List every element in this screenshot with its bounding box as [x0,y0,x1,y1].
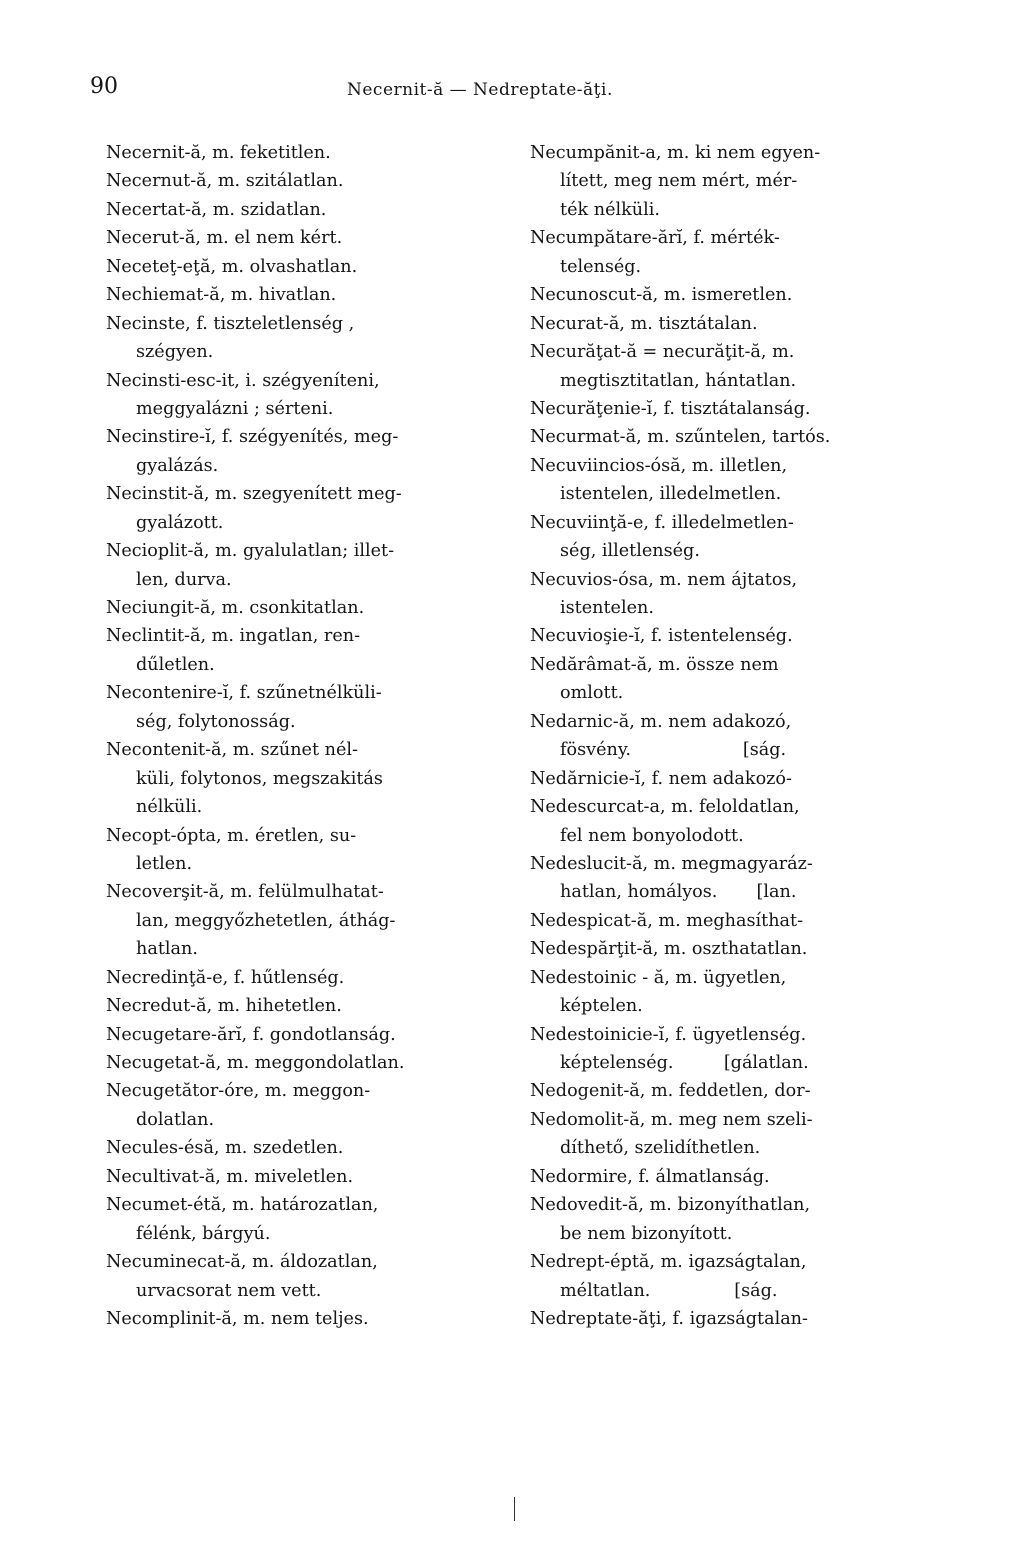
entry-continuation-line: szégyen. [136,342,214,363]
entry-line: Nedespărţit-ă, m. oszthatatlan. [530,939,808,960]
entry-line: Necinstit-ă, m. szegyenített meg- [106,484,402,505]
entry-continuation-line: félénk, bárgyú. [136,1223,271,1244]
entry-continuation-line: képtelenség. [gálatlan. [560,1053,809,1073]
entry-continuation-line: fösvény. [ság. [560,740,787,761]
entry-line: Necugetat-ă, m. meggondolatlan. [106,1053,405,1073]
column-divider [514,1497,515,1521]
entry-continuation-line: istentelen, illedelmetlen. [560,484,782,505]
entry-line: Necuminecat-ă, m. áldozatlan, [106,1252,378,1273]
entry-line: Necuvios-ósa, m. nem ájtatos, [530,569,798,590]
entry-line: Necurăţat-ă = necurăţit-ă, m. [530,342,795,363]
entry-line: Necuvioşie-ĭ, f. istentelenség. [530,626,793,647]
entry-line: Nedărâmat-ă, m. össze nem [530,654,779,675]
entry-line: Necumpătare-ărĭ, f. mérték- [530,228,780,249]
entry-line: Nedărnicie-ĭ, f. nem adakozó- [530,768,792,789]
entry-continuation-line: megtisztitatlan, hántatlan. [560,370,797,391]
entry-continuation-line: ség, illetlenség. [560,541,700,562]
running-head: Necernit-ă — Nedreptate-ăţi. [347,80,613,100]
entry-line: Nedestoinicie-ĭ, f. ügyetlenség. [530,1024,807,1045]
entry-continuation-line: be nem bizonyított. [560,1223,733,1244]
entry-line: Necioplit-ă, m. gyalulatlan; illet- [106,541,395,562]
entry-line: Necredut-ă, m. hihetetlen. [106,996,342,1017]
entry-line: Nedomolit-ă, m. meg nem szeli- [530,1109,813,1130]
entry-line: Necerut-ă, m. el nem kért. [106,228,343,249]
entry-line: Necurat-ă, m. tisztátalan. [530,313,758,334]
entry-continuation-line: küli, folytonos, megszakitás [136,768,383,789]
entry-continuation-line: hatlan. [136,939,198,960]
entry-continuation-line: lan, meggyőzhetetlen, áthág- [136,910,396,931]
entry-line: Nedreptate-ăţi, f. igazságtalan- [530,1308,808,1329]
entry-line: Necumpănit-a, m. ki nem egyen- [530,143,821,163]
entry-continuation-line: gyalázott. [136,512,224,533]
entry-continuation-line: fel nem bonyolodott. [560,825,744,846]
entry-line: Nedogenit-ă, m. feddetlen, dor- [530,1081,811,1102]
entry-continuation-line: len, durva. [136,569,232,590]
entry-continuation-line: lített, meg nem mért, mér- [560,171,798,192]
entry-continuation-line: istentelen. [560,598,654,618]
page-number: 90 [90,74,118,99]
entry-line: Necules-ésă, m. szedetlen. [106,1138,344,1159]
entry-line: Neciungit-ă, m. csonkitatlan. [106,598,365,618]
entry-continuation-line: méltatlan. [ság. [560,1280,778,1301]
entry-line: Necultivat-ă, m. miveletlen. [106,1166,354,1187]
entry-line: Necontenire-ĭ, f. szűnetnélküli- [106,683,382,704]
entry-line: Necernut-ă, m. szitálatlan. [106,171,344,192]
entry-line: Necugetare-ărĭ, f. gondotlanság. [106,1024,396,1045]
entry-continuation-line: dolatlan. [136,1109,215,1130]
entry-line: Nedeslucit-ă, m. megmagyaráz- [530,853,813,874]
entry-continuation-line: díthető, szelidíthetlen. [560,1138,761,1159]
entry-line: Neceteţ-eţă, m. olvashatlan. [106,256,358,277]
entry-line: Necoverşit-ă, m. felülmulhatat- [106,882,384,903]
entry-continuation-line: gyalázás. [136,455,219,476]
entry-continuation-line: meggyalázni ; sérteni. [136,398,334,419]
entry-line: Necernit-ă, m. feketitlen. [106,143,331,163]
entry-line: Necuviinţă-e, f. illedelmetlen- [530,512,794,533]
entry-continuation-line: ség, folytonosság. [136,711,296,732]
entry-continuation-line: képtelen. [560,996,643,1017]
entry-continuation-line: ték nélküli. [560,199,660,220]
entry-continuation-line: omlott. [560,683,624,704]
entry-line: Necuviincios-ósă, m. illetlen, [530,455,788,476]
entry-line: Necinstire-ĭ, f. szégyenítés, meg- [106,427,399,448]
entry-line: Nedestoinic - ă, m. ügyetlen, [530,967,787,988]
entry-continuation-line: dűletlen. [136,654,215,675]
entry-line: Necertat-ă, m. szidatlan. [106,199,327,220]
entry-line: Nedrept-éptă, m. igazságtalan, [530,1252,807,1273]
entry-line: Nedespicat-ă, m. meghasíthat- [530,910,804,931]
entry-line: Nedovedit-ă, m. bizonyíthatlan, [530,1195,811,1216]
entry-continuation-line: nélküli. [136,797,203,818]
entry-line: Nechiemat-ă, m. hivatlan. [106,285,337,306]
left-column [106,139,498,1333]
entry-line: Neclintit-ă, m. ingatlan, ren- [106,626,361,647]
entry-continuation-line: urvacsorat nem vett. [136,1280,322,1301]
entry-line: Necinste, f. tiszteletlenség , [106,313,355,334]
entry-line: Necontenit-ă, m. szűnet nél- [106,740,358,761]
entry-line: Necinsti-esc-it, i. szégyeníteni, [106,370,380,391]
entry-continuation-line: hatlan, homályos. [lan. [560,882,797,903]
entry-line: Nedescurcat-a, m. feloldatlan, [530,797,800,818]
entry-line: Necopt-ópta, m. éretlen, su- [106,825,357,846]
entry-line: Necunoscut-ă, m. ismeretlen. [530,285,793,306]
entry-line: Necomplinit-ă, m. nem teljes. [106,1308,369,1329]
right-column [530,139,938,1333]
entry-continuation-line: telenség. [560,256,642,277]
entry-line: Necurmat-ă, m. szűntelen, tartós. [530,427,831,448]
entry-line: Necugetător-óre, m. meggon- [106,1081,371,1102]
entry-line: Nedarnic-ă, m. nem adakozó, [530,711,792,732]
entry-line: Nedormire, f. álmatlanság. [530,1166,770,1187]
entry-continuation-line: letlen. [136,853,193,874]
entry-line: Necredinţă-e, f. hűtlenség. [106,967,345,988]
entry-line: Necurăţenie-ĭ, f. tisztátalanság. [530,398,811,419]
entry-line: Necumet-étă, m. határozatlan, [106,1195,379,1216]
